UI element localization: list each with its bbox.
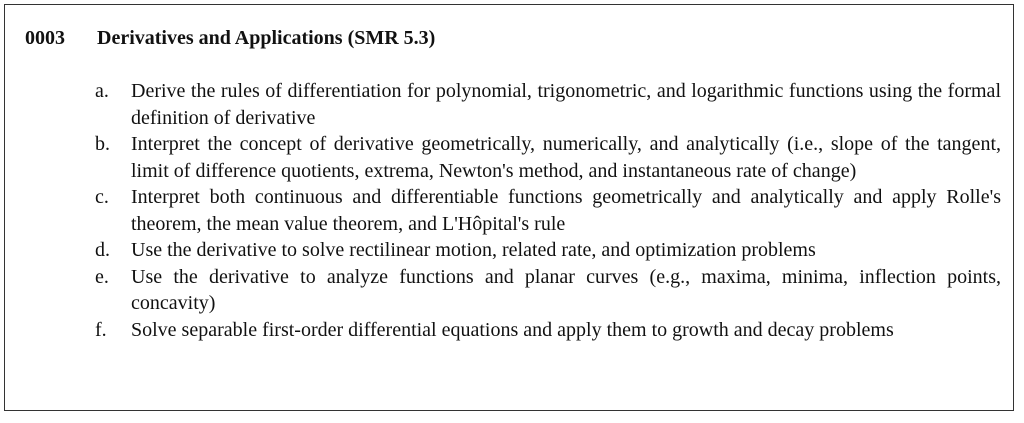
section-number: 0003: [25, 27, 65, 49]
objectives-list: [95, 78, 1001, 343]
item-text: Interpret the concept of derivative geometrically, numerically, and analytically (i.e., slope of the tangent, limit of difference quotients, extrema, Newton's method, and instantaneous rate of change): [131, 133, 1001, 182]
item-marker: e.: [95, 265, 109, 288]
item-text: Use the derivative to analyze functions and planar curves (e.g., maxima, minima, inflection points, concavity): [131, 265, 1001, 314]
list-item: [95, 264, 1001, 317]
list-item: [95, 317, 1001, 344]
item-text: Interpret both continuous and differentiable functions geometrically and analytically and apply Rolle's theorem, the mean value theorem, and L'Hôpital's rule: [131, 186, 1001, 235]
item-marker: a.: [95, 80, 109, 102]
list-item: [95, 131, 1001, 184]
item-marker: f.: [95, 318, 107, 341]
item-text: Derive the rules of differentiation for polynomial, trigonometric, and logarithmic functions using the formal definition of derivative: [131, 80, 1001, 129]
item-text: Use the derivative to solve rectilinear motion, related rate, and optimization problems: [131, 239, 816, 261]
list-item: [95, 237, 1001, 264]
section-heading: [25, 27, 435, 50]
list-item: [95, 184, 1001, 237]
item-text: Solve separable first-order differential equations and apply them to growth and decay problems: [131, 318, 894, 341]
section-title: Derivatives and Applications (SMR 5.3): [97, 27, 436, 49]
list-item: [95, 78, 1001, 131]
item-marker: b.: [95, 133, 110, 155]
content-box: [4, 4, 1014, 411]
item-marker: c.: [95, 186, 109, 208]
item-marker: d.: [95, 239, 110, 261]
